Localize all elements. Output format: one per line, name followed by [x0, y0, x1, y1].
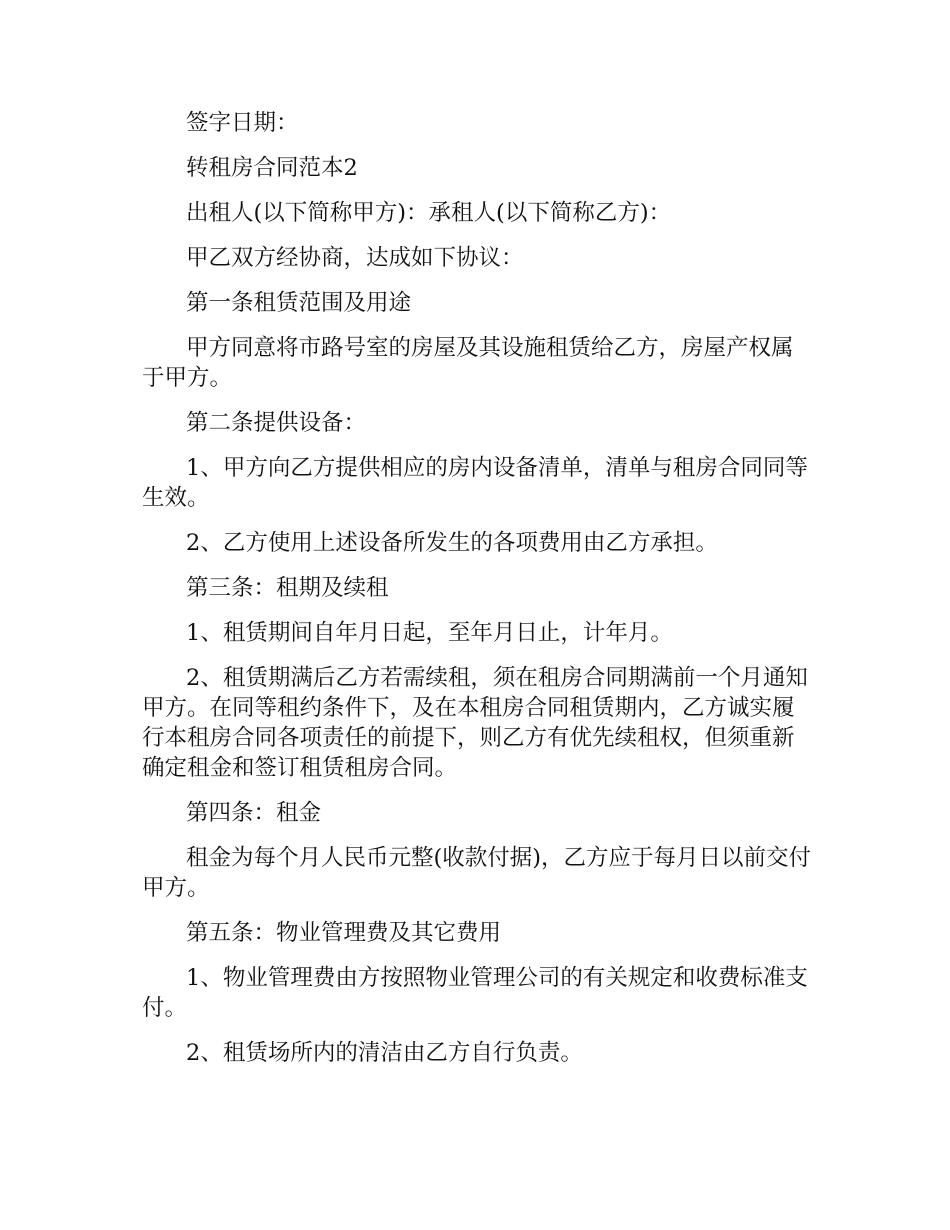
article-3-item-2: 2、租赁期满后乙方若需续租，须在租房合同期满前一个月通知甲方。在同等租约条件下，及在本租房合同租赁期内，乙方诚实履行本租房合同各项责任的前提下，则乙方有优先续租权，但须重新确定租金和签订租赁租房合同。: [142, 665, 808, 781]
article-2-item-1: 1、甲方向乙方提供相应的房内设备清单，清单与租房合同同等生效。: [142, 455, 808, 511]
article-3-heading: 第三条：租期及续租: [186, 575, 389, 601]
article-4-text: 租金为每个月人民币元整(收款付据)，乙方应于每月日以前交付甲方。: [142, 845, 812, 901]
article-5-heading: 第五条：物业管理费及其它费用: [186, 920, 502, 946]
article-1-heading: 第一条租赁范围及用途: [186, 290, 412, 316]
parties-line: 出租人(以下简称甲方)：承租人(以下简称乙方)：: [186, 200, 672, 226]
article-5-item-2: 2、租赁场所内的清洁由乙方自行负责。: [186, 1040, 583, 1066]
agreement-intro: 甲乙双方经协商，达成如下协议：: [186, 245, 524, 271]
article-2-heading: 第二条提供设备：: [186, 410, 367, 436]
article-4-heading: 第四条：租金: [186, 800, 322, 826]
contract-title: 转租房合同范本2: [186, 155, 358, 181]
signature-date-line: 签字日期：: [186, 110, 299, 136]
article-1-text: 甲方同意将市路号室的房屋及其设施租赁给乙方，房屋产权属于甲方。: [142, 335, 794, 391]
document-body: [142, 108, 812, 1083]
article-3-item-1: 1、租赁期间自年月日起，至年月日止，计年月。: [186, 620, 673, 646]
article-2-item-2: 2、乙方使用上述设备所发生的各项费用由乙方承担。: [186, 530, 718, 556]
article-5-item-1: 1、物业管理费由方按照物业管理公司的有关规定和收费标准支付。: [142, 965, 808, 1021]
